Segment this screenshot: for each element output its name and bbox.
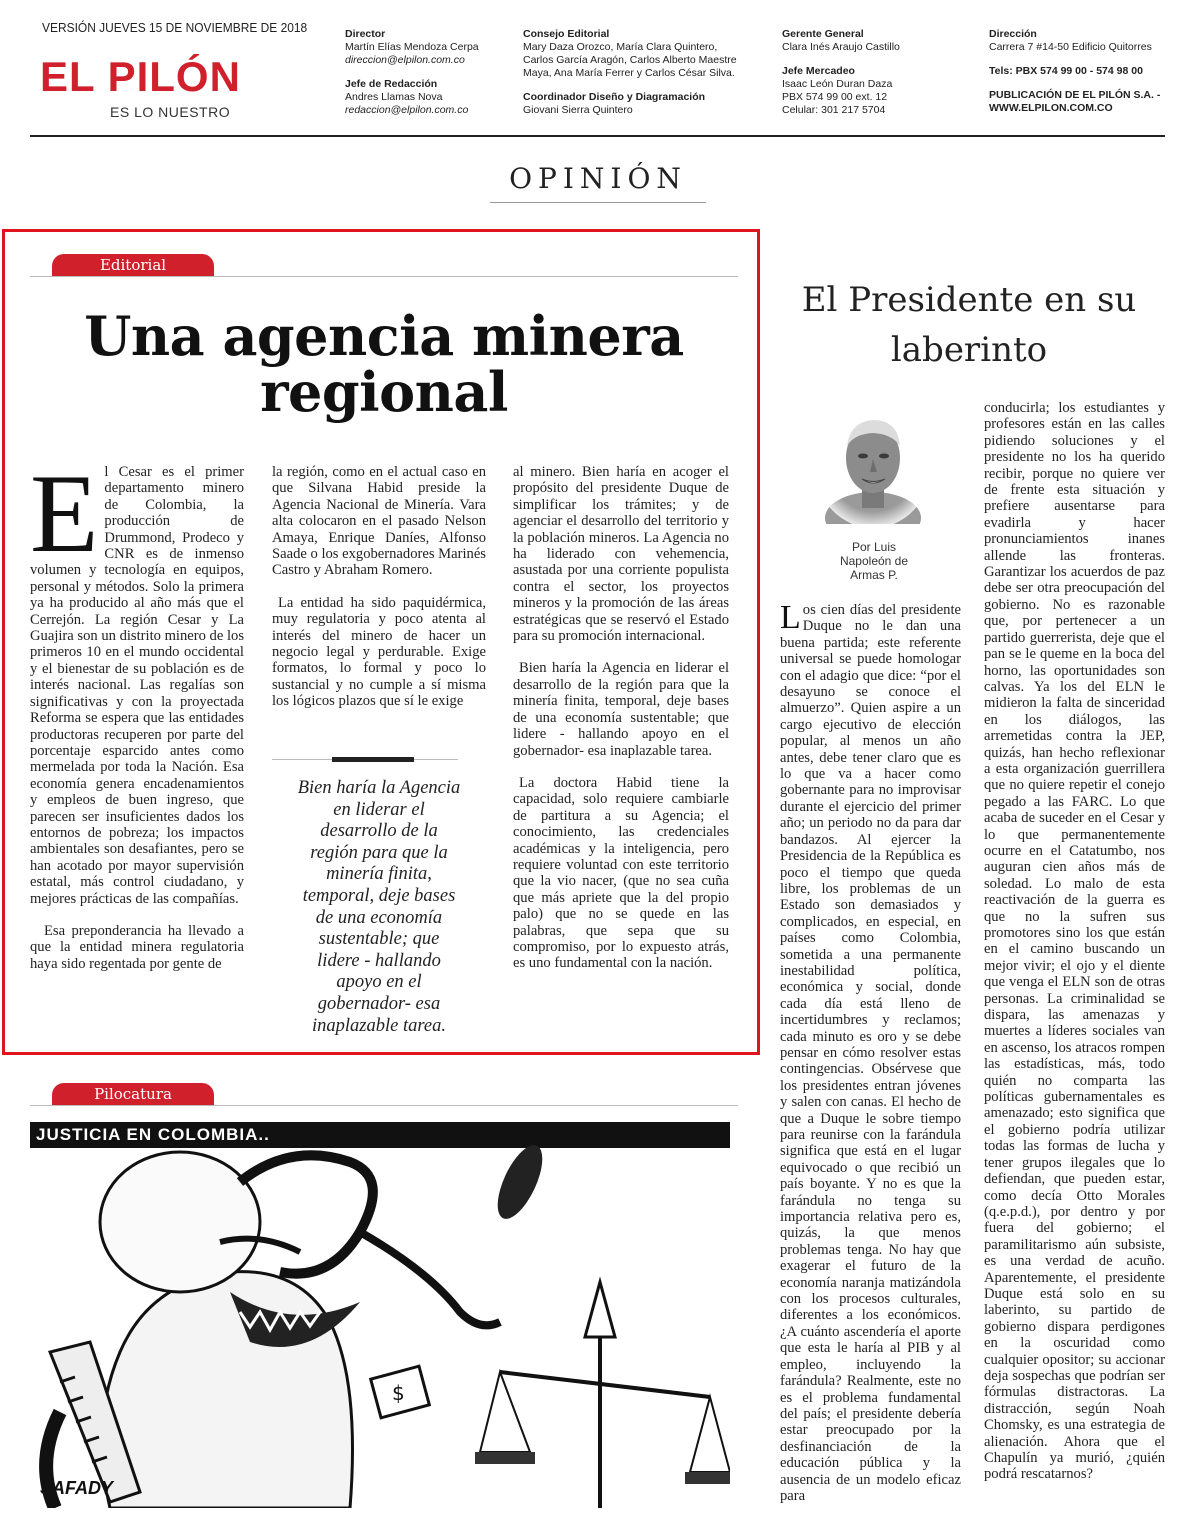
column-headline (772, 275, 1166, 375)
section-underline (490, 202, 706, 203)
director-label: Director (345, 28, 386, 40)
jefe-redaccion-name: Andres Llamas Nova (345, 91, 443, 103)
coordinador-name: Giovani Sierra Quintero (523, 104, 633, 116)
pilocatura-tag-rule (30, 1105, 738, 1106)
newspaper-slogan: ES LO NUESTRO (110, 104, 231, 120)
column-right-text (984, 400, 1165, 1499)
mercadeo-cel: Celular: 301 217 5704 (782, 104, 886, 116)
staff-direccion (989, 28, 1169, 115)
cartoon-signature: SAFADY (40, 1478, 114, 1498)
mercadeo-name: Isaac León Duran Daza (782, 78, 893, 90)
staff-gerente (782, 28, 977, 117)
consejo-line1: Mary Daza Orozco, María Clara Quintero, (523, 41, 718, 53)
editorial-pullquote: Bien haría la Agencia en liderar el desarrollo de la región para que la minería finita, temporal, deje bases de una economía sustentable; que lidere - hallando apoyo en el gobernador- esa inaplazable tarea. (297, 778, 461, 1036)
gerente-name: Clara Inés Araujo Castillo (782, 41, 900, 53)
editorial-dropcap: E (30, 452, 99, 576)
editorial-col3-paragraph-3: La doctora Habid tiene la capacidad, solo requiere cambiarle de partitura a su Agencia; el conocimiento, las credenciales académicas y la inteligencia, pero requiere voluntad con este territorio que la vio nacer, (que no sea cuña que más apriete que la del propio palo) que no se quede en las palabras, que sepa que su compromiso, por lo expuesto atrás, es uno fundamental con la nación. (513, 774, 729, 972)
jefe-redaccion-label: Jefe de Redacción (345, 78, 438, 90)
masthead-divider (30, 135, 1165, 137)
editorial-column-1 (30, 452, 245, 988)
column-headline-line1: El Presidente en su (801, 280, 1137, 320)
editorial-tag: Editorial (52, 254, 214, 277)
staff-consejo (523, 28, 773, 117)
byline-line1: Por Luis (851, 540, 897, 554)
column-headline-line2: laberinto (890, 330, 1048, 370)
column-left-text (780, 599, 961, 1520)
consejo-line2: Carlos García Aragón, Carlos Alberto Maestre (523, 54, 737, 66)
jefe-redaccion-email[interactable]: redaccion@elpilon.com.co (345, 104, 469, 116)
editorial-col1-paragraph-2: Esa preponderancia ha llevado a que la entidad minera regulatoria haya sido regentada por gente de (30, 922, 244, 972)
staff-director (345, 28, 515, 117)
pullquote-bar (332, 757, 414, 762)
publicacion: PUBLICACIÓN DE EL PILÓN S.A. - (989, 89, 1161, 101)
column-left-paragraph: os cien días del presidente Duque no le dan una buena partida; este referente universal se puede homologar con el adagio que dice: “por el desayuno se conoce el almuerzo”. Quien aspire a un cargo ejecutivo de elección popular, al menos un año antes, debe tener claro que es lo que va a hacer como gobernante para no improvisar durante el ejercicio del primer año; un periodo no da para dar bandazos. Al ejercer la Presidencia de la República es poco el tiempo que queda libre, los problemas de un Estado son demasiados y complicados, en especial, en países como Colombia, sometida a una permanente inestabilidad política, económica y social, donde cada día está lleno de incertidumbres y reclamos; cada minuto es oro y se debe pensar en cómo resolver estas contingencias. Obsérvese que los presidentes entran jóvenes y salen con canas. El hecho de que a Duque le sobre tiempo para reunirse con la farándula significa que está en el lugar equivocado o que recibió un país boyante. Y no es que la farándula no tenga su importancia relativa pero es, quizás, la que menos problemas tenga. No hay que exagerar el futuro de la economía naranja matizándola con los procesos culturales, diferentes a los económicos. ¿A cuánto ascendería el aporte que esta le haría al PIB y al empleo, incluyendo la farándula? Realmente, este no es el problema fundamental del país; el presidente debería estar preocupado por la desfinanciación de la educación pública y la ausencia de un modelo eficaz para (780, 602, 961, 1504)
editorial-col1-paragraph-1: l Cesar es el primer departamento minero de Colombia, la producción de Drummond, Prodeco y CNR es de inmenso volumen y tecnología en equipos, personal y métodos. Solo la primera ya ha producido al año más que el Cerrejón. La región Cesar y La Guajira son un distrito minero de los primeros 10 en el mundo occidental y el bienestar de su población es de interés nacional. Las regalías son significativas y con la proyectada Reforma se espera que las entidades productoras recuperen por parte del porcentaje esparcido antes como mermelada por toda la Nación. Esa economía genera encadenamientos y empleos de buen ingreso, que parecen ser insuficientes dados los entornos de pobreza; los impactos ambientales son desafiantes, pero se han acotado por mayor supervisión estatal, más control ciudadano, y mejores prácticas de las compañías. (30, 464, 245, 907)
website-link[interactable]: WWW.ELPILON.COM.CO (989, 102, 1113, 114)
editorial-col3-paragraph-2: Bien haría la Agencia en liderar el desarrollo de la región para que la minería finita, temporal, deje bases de una economía sustentable; que lidere - hallando apoyo en el gobernador- esa inaplazable tarea. (513, 660, 729, 759)
editorial-cartoon (30, 1122, 730, 1508)
editorial-headline-line1: Una agencia minera (84, 304, 684, 368)
tels: Tels: PBX 574 99 00 - 574 98 00 (989, 65, 1143, 77)
byline-line2: Napoleón de (839, 554, 909, 568)
column-right-paragraph: conducirla; los estudiantes y profesores están en las calles pidiendo soluciones y el presidente no los ha querido recibir, porque no quiere ver de frente esta situación y prefiere ausentarse para evadirla y hacer pronunciamientos inanes allende las fronteras. Garantizar los acuerdos de paz debe ser otra preocupación del gobierno. No es razonable que, por pertenecer a un partido guerrerista, deje que el pan se le queme en la boca del horno, las oportunidades son calvas. Ya los del ELN le midieron la falta de sinceridad en los diálogos, las arremetidas contra la JEP, quizás, han hecho reflexionar a esta organización guerrillera que no quiere repetir el conejo pegado a las FARC. Lo que acaba de suceder en el Cesar y lo que permanentemente ocurre en el Catatumbo, nos auguran cien años más de soledad. Lo malo de esta reactivación de la guerra es que no la sufren sus promotores sino los que están en el camino buscando un mejor vivir; el ojo y el diente que venga el ELN son de otras personas. La criminalidad se dispara, las amenazas y muertes a líderes sociales van en ascenso, los atracos rompen las estadísticas, más, todo quién no comparta las políticas gubernamentales es amenazado; esto significa que el gobierno podría utilizar todas las formas de lucha y tener grupos ilegales que lo defiendan, que pueden estar, como decía Otto Morales (q.e.p.d.), por dentro y por fuera del gobierno; el paramilitarismo aún subsiste, es una verdad de acuño. Aparentemente, el presidente Duque está solo en su laberinto, su partido de gobierno dispara perdigones en la oscuridad como cualquier opositor; su accionar deja sospechas que podrían ser fórmulas distractoras. La distracción, según Noah Chomsky, es una estrategia de alienación. Ahora que el Chapulín ya murió, ¿quién podrá rescatarnos? (984, 400, 1165, 1483)
mercadeo-label: Jefe Mercadeo (782, 65, 855, 77)
consejo-label: Consejo Editorial (523, 28, 610, 40)
edition-date: VERSIÓN JUEVES 15 DE NOVIEMBRE DE 2018 (42, 20, 308, 35)
cartoon-caption: JUSTICIA EN COLOMBIA.. (36, 1125, 270, 1144)
director-name: Martín Elías Mendoza Cerpa (345, 41, 479, 53)
director-email[interactable]: direccion@elpilon.com.co (345, 54, 465, 66)
coordinador-label: Coordinador Diseño y Diagramación (523, 91, 706, 103)
editorial-column-2 (272, 464, 486, 726)
direccion-label: Dirección (989, 28, 1037, 40)
editorial-col2-paragraph-2: La entidad ha sido paquidérmica, muy regulatoria y poco atenta al interés del minero de hacer un negocio legal y perdurable. Exige formatos, lo formal y poco lo sustancial y no cumple a sí misma los lógicos plazos que sí le exige (272, 594, 486, 710)
editorial-column-3 (513, 464, 729, 988)
consejo-line3: Maya, Ana María Ferrer y Carlos César Silva. (523, 67, 735, 79)
pilocatura-tag: Pilocatura (52, 1083, 214, 1106)
cartoon-illustration (30, 1122, 730, 1508)
column-dropcap: L (780, 599, 801, 636)
direccion-value: Carrera 7 #14-50 Edificio Quitorres (989, 41, 1152, 53)
editorial-headline-line2: regional (260, 360, 508, 424)
byline-line3: Armas P. (850, 568, 898, 582)
newspaper-logo[interactable]: EL PILÓN (40, 53, 241, 100)
columnist-photo (820, 406, 926, 524)
editorial-col2-paragraph-1: la región, como en el actual caso en que Silvana Habid preside la Agencia Nacional de Minería. Vara alta colocaron en el pasado Nelson Amaya, Enrique Daníes, Alfonso Saade o los exgobernadores Marinés Castro y Abraham Romero. (272, 464, 486, 579)
editorial-tag-rule (30, 276, 738, 277)
svg-text:$: $ (392, 1381, 405, 1405)
column-byline (820, 540, 928, 582)
editorial-col3-paragraph-1: al minero. Bien haría en acoger el propósito del presidente Duque de simplificar los trámites; y de agenciar el desarrollo del territorio y la población mineros. La Agencia no ha liderado con vehemencia, asustada por una corriente populista contra el sector, los proyectos mineros y la promoción de las áreas estratégicas que se reservó el Estado para su promoción internacional. (513, 464, 729, 645)
gerente-label: Gerente General (782, 28, 864, 40)
mercadeo-pbx: PBX 574 99 00 ext. 12 (782, 91, 888, 103)
editorial-headline (30, 304, 738, 424)
section-title: OPINIÓN (509, 162, 687, 195)
